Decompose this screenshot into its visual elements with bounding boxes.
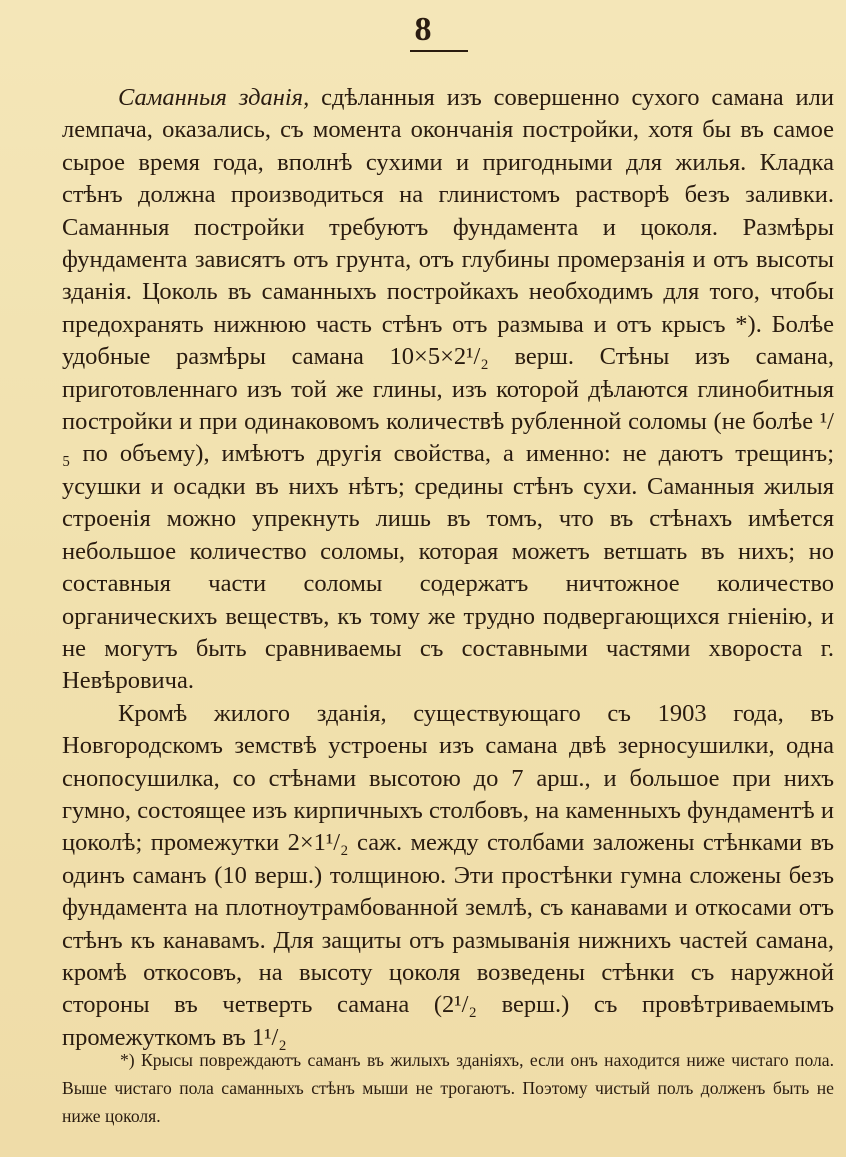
paragraph-2-text: Кромѣ жилого зданія, существующаго съ 1903 года, въ Новгородскомъ земствѣ устроены изъ самана двѣ зерносушилки, одна снопосушилка, со стѣнами высотою до 7 арш., и большое при нихъ гумно, состоящее изъ кирпичныхъ столбовъ, на каменныхъ фундаментѣ и цоколѣ; промежутки 2×1¹/₂ саж. между столбами заложены стѣнками въ одинъ саманъ (10 верш.) толщиною. Эти простѣнки гумна сложены безъ фундамента на плотноутрамбованной землѣ, съ канавами и откосами отъ стѣнъ къ канавамъ. Для защиты отъ размыванія нижнихъ частей самана, кромѣ откосовъ, на высоту цоколя возведены стѣнки съ наружной стороны въ четверть самана (2¹/₂ верш.) съ провѣтриваемымъ промежуткомъ въ 1¹/₂ <box>62 699 834 1051</box>
page-number: 8 <box>414 11 432 48</box>
page-number-underline <box>410 50 468 52</box>
paragraph-1-text: сдѣланныя изъ совершенно сухого самана или лемпача, оказались, съ момента окончанія постройки, хотя бы въ самое сырое время года, вполнѣ сухими и пригодными для жилья. Кладка стѣнъ должна производиться на глинистомъ растворѣ безъ заливки. Саманныя постройки требуютъ фундамента и цоколя. Размѣры фундамента зависятъ отъ грунта, отъ глубины промерзанія и отъ высоты зданія. Цоколь въ саманныхъ постройкахъ необходимъ для того, чтобы предохранять нижнюю часть стѣнъ отъ размыва и отъ крысъ *). Болѣе удобные размѣры самана 10×5×2¹/₂ верш. Стѣны изъ самана, приготовленнаго изъ той же глины, изъ которой дѣлаются глинобитныя постройки и при одинаковомъ количествѣ рубленной соломы (не болѣе ¹/₅ по объему), имѣютъ другія свойства, а именно: не даютъ трещинъ; усушки и осадки въ нихъ нѣтъ; средины стѣнъ сухи. Саманныя жилыя строенія можно упрекнуть лишь въ томъ, что въ стѣнахъ имѣется небольшое количество соломы, которая можетъ ветшать въ нихъ; но составныя части соломы содержатъ ничтожное количество органическихъ веществъ, къ тому же трудно подвергающихся гніенію, и не могутъ быть сравниваемы съ составными частями хвороста г. Невѣровича. <box>62 84 834 695</box>
paragraph-1-lead: Саманныя зданія, <box>118 84 310 111</box>
body-text <box>62 82 834 1054</box>
footnote: *) Крысы повреждаютъ саманъ въ жилыхъ зданіяхъ, если онъ находится ниже чистаго пола. Выше чистаго пола саманныхъ стѣнъ мыши не трогаютъ. Поэтому чистый полъ долженъ быть не ниже цоколя. <box>62 1050 834 1126</box>
paragraph-2 <box>62 698 834 1054</box>
paragraph-1 <box>62 82 834 698</box>
